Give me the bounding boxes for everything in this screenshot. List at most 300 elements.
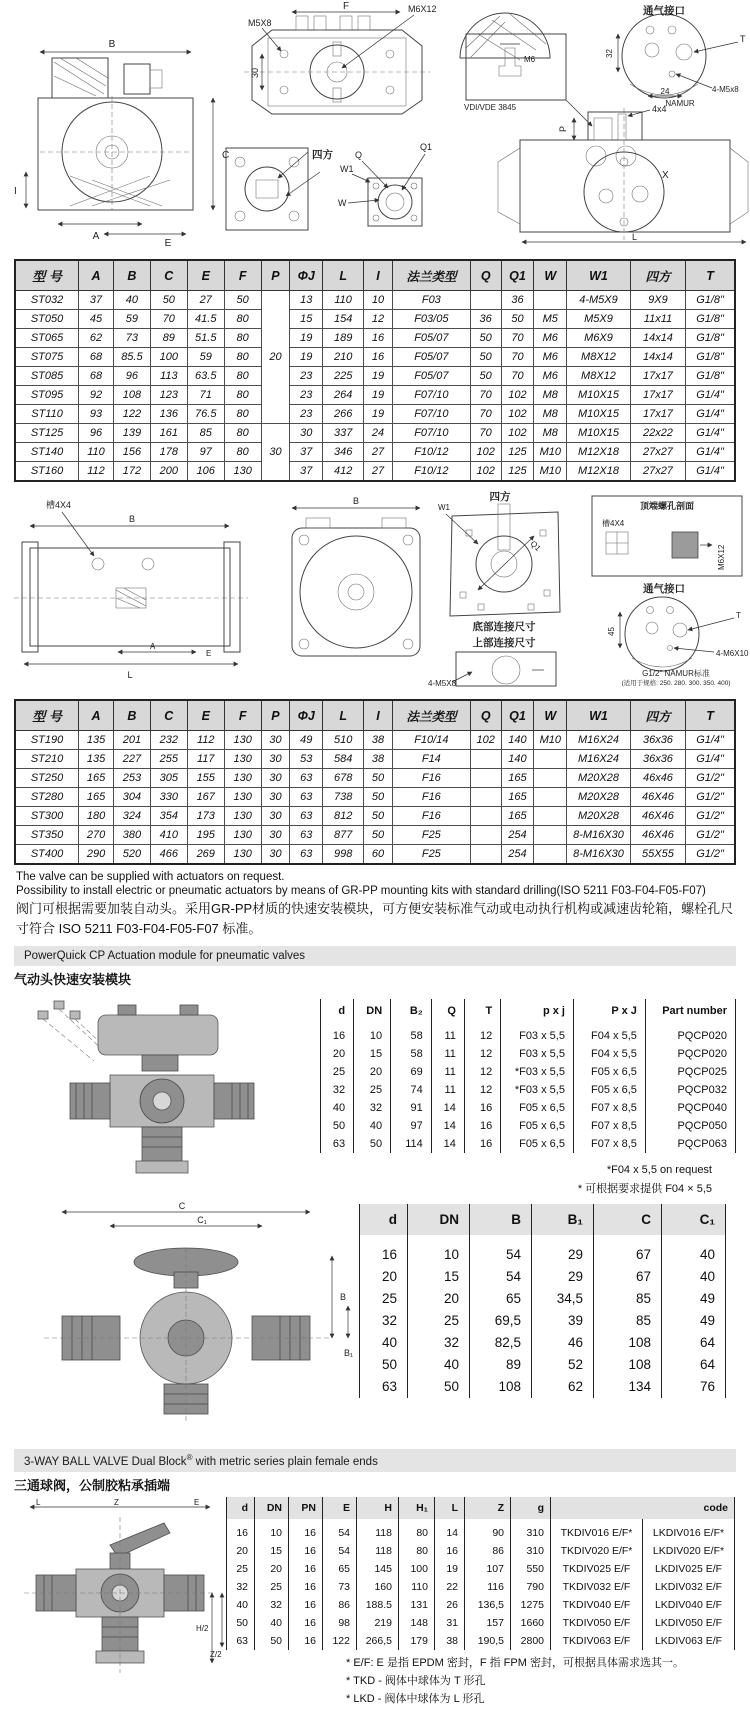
table-cell: G1/8" [686,329,735,348]
table-row [227,1519,735,1542]
table-cell: 165 [501,769,534,788]
actuator-dimensions-table-large [14,699,736,865]
dim-label-30: 30 [250,67,260,78]
table-cell: 26 [435,1596,465,1614]
table-cell: 55X55 [630,845,685,865]
table-cell: 12 [464,1063,500,1081]
table-row [227,1596,735,1614]
table-cell: M10 [534,443,567,462]
table-cell: 50 [470,348,501,367]
table-cell: 63.5 [187,367,224,386]
table-cell: 69,5 [470,1310,532,1332]
table-cell: M6 [534,367,567,386]
table-cell: 93 [79,405,114,424]
label-sifang: 四方 [312,149,333,161]
powerquick-valve-photo-drawing [14,991,314,1187]
table-cell: 25 [408,1310,470,1332]
table-cell [470,845,501,865]
table-cell: 80 [224,367,261,386]
table-cell: G1/4" [686,731,735,750]
column-header: B [470,1204,532,1235]
column-header: F [224,700,261,731]
table-cell: 74 [391,1081,432,1099]
table-cell: 165 [79,788,114,807]
table-cell: 16 [464,1135,500,1153]
table-cell: 30 [261,788,290,807]
table-cell: 27 [364,443,393,462]
table-cell: ST032 [15,291,79,310]
table-cell: 179 [399,1632,435,1650]
table-cell: 190,5 [465,1632,511,1650]
column-header: C [594,1204,662,1235]
table-cell: 23 [290,405,323,424]
table-cell [534,845,567,865]
table-cell: 46X46 [630,807,685,826]
table-cell: 117 [187,750,224,769]
label-4x4: 4x4 [652,104,667,114]
table-cell: 50 [360,1354,408,1376]
label-vent-port-2: 通气接口 [643,583,685,595]
table-cell: F03 x 5,5 [501,1027,574,1045]
table-row [360,1354,726,1376]
dim-label-24: 24 [660,87,670,96]
column-header: F [224,260,261,291]
table-cell: 70 [470,424,501,443]
table-cell: 173 [187,807,224,826]
table-cell: 16 [289,1614,323,1632]
table-cell: F07/10 [392,386,470,405]
table-cell: 310 [511,1542,551,1560]
dim-label-e2: E [206,649,212,658]
column-header: P [261,700,290,731]
threeway-subtitle: 三通球阀，公制胶粘承插端 [14,1478,171,1494]
table-cell: 304 [113,788,150,807]
table-cell: LKDIV040 E/F [643,1596,735,1614]
column-header: 型 号 [15,260,79,291]
table-cell: 86 [465,1542,511,1560]
table-cell: 59 [187,348,224,367]
table-cell: 10 [408,1235,470,1266]
table-header-row [360,1204,726,1235]
table-cell: G1/8" [686,310,735,329]
label-q1-2: Q1 [528,539,543,553]
table-cell: 165 [501,807,534,826]
table-cell: F10/12 [392,443,470,462]
column-header: B₁ [532,1204,594,1235]
table-cell: ST160 [15,462,79,482]
table-cell [534,807,567,826]
note-line-1: The valve can be supplied with actuators on request. [16,871,285,883]
table-cell: 16 [464,1117,500,1135]
table-cell: 20 [360,1266,408,1288]
column-header: d [321,999,354,1027]
table-cell: 108 [594,1354,662,1376]
table-cell: 130 [224,462,261,482]
table-cell: 290 [79,845,114,865]
table-cell [470,826,501,845]
table-cell: 114 [391,1135,432,1153]
table-cell: 155 [187,769,224,788]
threeway-table [226,1497,735,1650]
column-header: ΦJ [290,700,323,731]
table-cell: F05 x 6,5 [501,1135,574,1153]
column-header: H₁ [399,1497,435,1519]
column-header: d [360,1204,408,1235]
table-cell: 11 [431,1063,464,1081]
table-header-row [227,1497,735,1519]
table-cell: 15 [255,1542,289,1560]
table-cell: 69 [391,1063,432,1081]
table-cell: *F03 x 5,5 [501,1063,574,1081]
table-cell [534,750,567,769]
table-cell: 70 [501,329,534,348]
table-cell: 157 [465,1614,511,1632]
caption-bottom-connection: 底部连接尺寸 [472,621,536,633]
table-cell: ST075 [15,348,79,367]
table-cell: 140 [501,731,534,750]
table-row [360,1310,726,1332]
column-header: I [364,260,393,291]
table-row [321,1027,736,1045]
table-row [321,1081,736,1099]
table-cell: ST350 [15,826,79,845]
table-cell: 227 [113,750,150,769]
table-cell: 16 [289,1578,323,1596]
table-row [360,1266,726,1288]
table-cell: M20X28 [567,788,631,807]
table-cell: 20 [408,1288,470,1310]
column-header: g [511,1497,551,1519]
table-cell: G1/4" [686,462,735,482]
table-cell: 37 [290,462,323,482]
table-body [321,1027,736,1153]
table-cell: 30 [290,424,323,443]
table-cell: F10/14 [392,731,470,750]
table-cell: 80 [224,348,261,367]
table-cell: 80 [224,424,261,443]
table-cell: 118 [357,1542,399,1560]
table-cell: 22x22 [630,424,685,443]
table-cell: 37 [290,443,323,462]
caption-namur-standard: G1/2″ NAMUR标准 [642,669,710,678]
table-cell: 998 [323,845,364,865]
table-cell: 15 [290,310,323,329]
table-cell: 110 [79,443,114,462]
table-cell: TKDIV050 E/F [551,1614,643,1632]
table-cell: 20 [255,1560,289,1578]
table-cell: 59 [113,310,150,329]
table-cell: 210 [323,348,364,367]
table-cell: LKDIV050 E/F [643,1614,735,1632]
table-cell: 63 [290,826,323,845]
table-cell: 68 [79,348,114,367]
table-cell: 50 [408,1376,470,1398]
table-cell [470,291,501,310]
table-cell: 10 [354,1027,391,1045]
dim-label-p: P [558,125,568,132]
dim-label-45: 45 [607,627,616,636]
table-cell: 37 [79,291,114,310]
table-cell: 520 [113,845,150,865]
column-header: C [150,700,187,731]
powerquick-footnotes [320,1161,712,1198]
table-row [227,1632,735,1650]
table-row [15,291,735,310]
registered-mark: ® [186,1453,193,1463]
table-cell: 31 [435,1614,465,1632]
table-cell: 89 [470,1354,532,1376]
footnote-tkd: * TKD - 阀体中球体为 T 形孔 [346,1675,486,1688]
table-cell: F05/07 [392,367,470,386]
table-cell: 54 [323,1519,357,1542]
column-header: B [113,700,150,731]
dim-label-f: F [342,1,350,12]
table-cell: F07/10 [392,424,470,443]
table-cell: M16X24 [567,731,631,750]
table-row [15,462,735,482]
table-cell: 90 [465,1519,511,1542]
table-cell: 70 [150,310,187,329]
label-w1: W1 [340,164,354,174]
table-cell: F05/07 [392,329,470,348]
table-cell: 15 [408,1266,470,1288]
table-cell: 136,5 [465,1596,511,1614]
note-line-3: 阀门可根据需要加装自动头。采用GR-PP材质的快速安装模块，可方便安装标准气动或电动执行机构或减速齿轮箱，螺栓孔尺寸符合 ISO 5211 F03-F04-F05-F07 标准。 [16,901,734,936]
table-cell: 16 [464,1099,500,1117]
threeway-content [14,1497,736,1708]
table-cell: 266 [323,405,364,424]
table-row [321,1063,736,1081]
table-cell: 40 [360,1332,408,1354]
table-cell: 130 [224,807,261,826]
table-cell: 49 [662,1310,726,1332]
table-cell: M10X15 [567,424,631,443]
table-cell: 346 [323,443,364,462]
table-cell: 161 [150,424,187,443]
table-cell: 140 [501,750,534,769]
table-cell: 188.5 [357,1596,399,1614]
table-cell: 148 [399,1614,435,1632]
table-header-row [321,999,736,1027]
table-cell: 16 [289,1596,323,1614]
table-cell: 30 [261,731,290,750]
table-cell: 85.5 [113,348,150,367]
table-cell: 19 [435,1560,465,1578]
table-cell: 232 [150,731,187,750]
table-cell: 14 [435,1519,465,1542]
column-header: T [464,999,500,1027]
table-cell: F05 x 6,5 [501,1117,574,1135]
table-cell: M5X9 [567,310,631,329]
dim-label-b-valve: B [340,1292,347,1303]
table-cell: F16 [392,788,470,807]
table-row [15,826,735,845]
table-cell: 100 [399,1560,435,1578]
table-cell: LKDIV025 E/F [643,1560,735,1578]
column-header: T [686,260,735,291]
table-cell: 73 [323,1578,357,1596]
table-row [15,405,735,424]
table-cell [534,291,567,310]
note-line-2: Possibility to install electric or pneumatic actuators by means of GR-PP mounting kits with standard drilling(ISO 5211 F03-F04-F05-F07) [16,885,706,897]
table-cell: 337 [323,424,364,443]
label-namur: NAMUR [665,99,695,108]
table-cell: 130 [224,769,261,788]
table-cell: 16 [289,1560,323,1578]
table-cell: F04 x 5,5 [573,1027,645,1045]
dim-label-h2-tw: H/2 [196,1624,209,1634]
table-cell: 30 [261,750,290,769]
table-row [321,1045,736,1063]
table-row [321,1099,736,1117]
threeway-footnotes [346,1654,736,1708]
table-cell: 36 [470,310,501,329]
table-cell: ST050 [15,310,79,329]
table-cell: 29 [532,1235,594,1266]
table-cell: 12 [364,310,393,329]
table-cell: 70 [501,348,534,367]
valve-dimensions-content [14,1200,736,1441]
table-cell: 63 [290,807,323,826]
table-cell: 40 [354,1117,391,1135]
table-cell: PQCP032 [645,1081,735,1099]
table-row [321,1117,736,1135]
table-cell: M12X18 [567,443,631,462]
table-cell [470,788,501,807]
table-cell: 63 [290,788,323,807]
table-cell: 51.5 [187,329,224,348]
table-cell: G1/8" [686,367,735,386]
column-header: W [534,260,567,291]
table-cell: 70 [470,386,501,405]
table-cell: 225 [323,367,364,386]
table-cell: PQCP050 [645,1117,735,1135]
table-row [360,1288,726,1310]
table-body [227,1519,735,1650]
label-vent-port: 通气接口 [643,5,685,17]
table-cell: 14x14 [630,329,685,348]
table-cell: 324 [113,807,150,826]
table-cell: 812 [323,807,364,826]
label-sifang-2: 四方 [489,491,511,503]
table-cell: 40 [227,1596,255,1614]
table-cell: 380 [113,826,150,845]
table-cell: 23 [290,386,323,405]
table-row [15,750,735,769]
column-header: Q [470,260,501,291]
table-cell: 255 [150,750,187,769]
table-cell: 134 [594,1376,662,1398]
table-cell: ST210 [15,750,79,769]
table-cell: 136 [150,405,187,424]
table-cell: 108 [470,1376,532,1398]
table-cell: 110 [399,1578,435,1596]
table-cell: 38 [364,731,393,750]
table-cell: PQCP063 [645,1135,735,1153]
table-cell: 253 [113,769,150,788]
table-cell: ST300 [15,807,79,826]
table-cell: 25 [360,1288,408,1310]
table-cell: 11 [431,1045,464,1063]
table-cell: 102 [501,405,534,424]
table-cell: 17x17 [630,386,685,405]
table-cell: 102 [470,443,501,462]
table-cell: F07 x 8,5 [573,1099,645,1117]
table-row [227,1542,735,1560]
caption-top-screw-section: 顶端螺孔剖面 [639,501,695,511]
side-view-namur-drawing [460,4,748,242]
column-header: ΦJ [290,260,323,291]
table-cell: ST095 [15,386,79,405]
dim-label-l2: L [127,670,133,680]
table-cell: 32 [408,1332,470,1354]
table-cell: 584 [323,750,364,769]
table-cell: 130 [224,750,261,769]
table-cell: 30 [261,424,290,482]
label-4-m5x8: 4-M5x8 [712,85,739,94]
column-header: 型 号 [15,700,79,731]
table-cell: M12X18 [567,462,631,482]
table-cell: 131 [399,1596,435,1614]
table-cell: 40 [255,1614,289,1632]
dim-label-c: C [222,150,230,161]
table-cell: 2800 [511,1632,551,1650]
table-cell: 38 [364,750,393,769]
table-cell: F05 x 6,5 [573,1081,645,1099]
table-row [15,769,735,788]
table-cell: 139 [113,424,150,443]
table-cell: TKDIV032 E/F [551,1578,643,1596]
column-header: 四方 [630,700,685,731]
table-cell: 80 [224,310,261,329]
table-cell: 53 [290,750,323,769]
threeway-title: 3-WAY BALL VALVE Dual Block [24,1456,187,1469]
table-cell: 678 [323,769,364,788]
column-header: B [113,260,150,291]
table-cell: 154 [323,310,364,329]
table-cell: 156 [113,443,150,462]
table-cell: 412 [323,462,364,482]
column-header: PN [289,1497,323,1519]
table-row [360,1235,726,1266]
column-header: Part number [645,999,735,1027]
powerquick-title: PowerQuick CP Actuation module for pneumatic valves [24,950,306,962]
table-cell: 25 [321,1063,354,1081]
table-cell: 34,5 [532,1288,594,1310]
threeway-section-bar [14,1449,736,1472]
table-cell: 15 [354,1045,391,1063]
table-cell: M8X12 [567,367,631,386]
valve-dimensions-drawing-area [14,1200,359,1441]
dim-label-c1-valve: C₁ [197,1215,207,1226]
table-cell: 97 [187,443,224,462]
table-cell: 354 [150,807,187,826]
table-cell: 20 [354,1063,391,1081]
column-header: code [551,1497,735,1519]
table-cell: M20X28 [567,807,631,826]
table-cell: 50 [364,807,393,826]
table-cell: 27 [364,462,393,482]
table-cell: 36 [501,291,534,310]
table-cell: 167 [187,788,224,807]
dim-label-a2: A [150,642,156,651]
front-view-drawing [14,39,229,249]
powerquick-content [14,991,736,1200]
dim-label-l-tw: L [36,1498,41,1508]
table-cell: 50 [364,826,393,845]
table-cell: 270 [79,826,114,845]
footnote-en: *F04 x 5,5 on request [606,1164,712,1176]
